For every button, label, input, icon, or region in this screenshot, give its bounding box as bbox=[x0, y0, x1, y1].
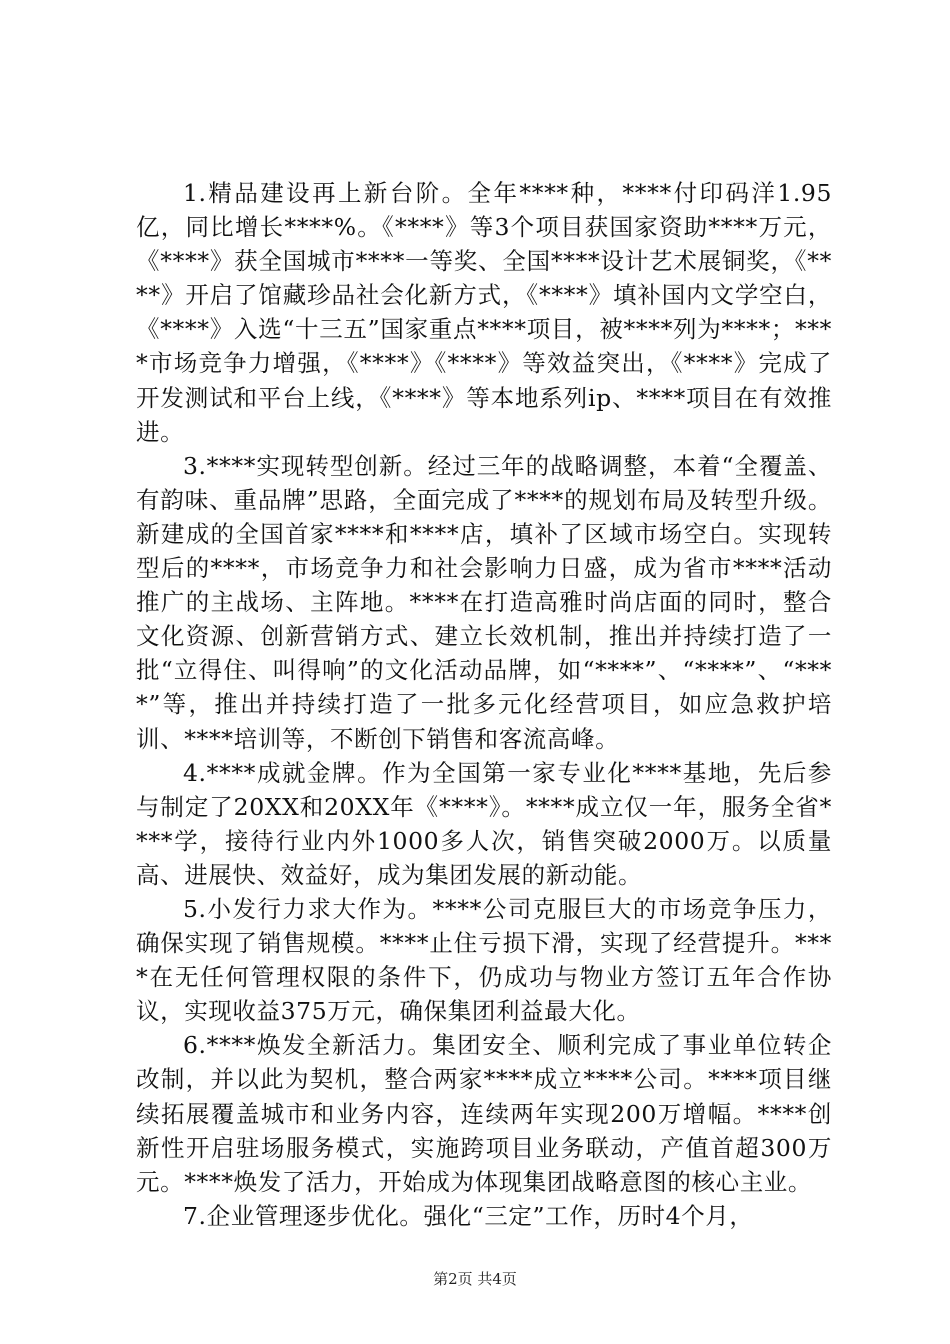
document-body bbox=[136, 176, 832, 1233]
paragraph-3: 3.****实现转型创新。经过三年的战略调整，本着“全覆盖、有韵味、重品牌”思路，全面完成了****的规划布局及转型升级。新建成的全国首家****和****店，填补了区域市场空白。实现转型后的****，市场竞争力和社会影响力日盛，成为省市****活动推广的主战场、主阵地。****在打造高雅时尚店面的同时，整合文化资源、创新营销方式、建立长效机制，推出并持续打造了一批“立得住、叫得响”的文化活动品牌，如“****”、“****”、“****”等，推出并持续打造了一批多元化经营项目，如应急救护培训、****培训等，不断创下销售和客流高峰。 bbox=[136, 451, 832, 753]
paragraph-1: 1.精品建设再上新台阶。全年****种，****付印码洋1.95亿，同比增长****%。《****》等3个项目获国家资助****万元，《****》获全国城市****一等奖、全国****设计艺术展铜奖，《****》开启了馆藏珍品社会化新方式，《****》填补国内文学空白，《****》入选“十三五”国家重点****项目，被****列为****；****市场竞争力增强，《****》《****》等效益突出，《****》完成了开发测试和平台上线，《****》等本地系列ip、****项目在有效推进。 bbox=[136, 179, 832, 446]
paragraph-7: 7.企业管理逐步优化。强化“三定”工作，历时4个月， bbox=[183, 1201, 754, 1230]
paragraph-5: 5.小发行力求大作为。****公司克服巨大的市场竞争压力，确保实现了销售规模。****止住亏损下滑，实现了经营提升。****在无任何管理权限的条件下，仍成功与物业方签订五年合作协议，实现收益375万元，确保集团利益最大化。 bbox=[136, 894, 832, 1026]
page-footer: 第2页 共4页 bbox=[433, 1270, 517, 1288]
paragraph-6: 6.****焕发全新活力。集团安全、顺利完成了事业单位转企改制，并以此为契机，整合两家****成立****公司。****项目继续拓展覆盖城市和业务内容，连续两年实现200万增幅。****创新性开启驻场服务模式，实施跨项目业务联动，产值首超300万元。****焕发了活力，开始成为体现集团战略意图的核心主业。 bbox=[136, 1031, 832, 1196]
paragraph-4: 4.****成就金牌。作为全国第一家专业化****基地，先后参与制定了20XX和20XX年《****》。****成立仅一年，服务全省****学，接待行业内外1000多人次，销售突破2000万。以质量高、进展快、效益好，成为集团发展的新动能。 bbox=[136, 758, 832, 889]
